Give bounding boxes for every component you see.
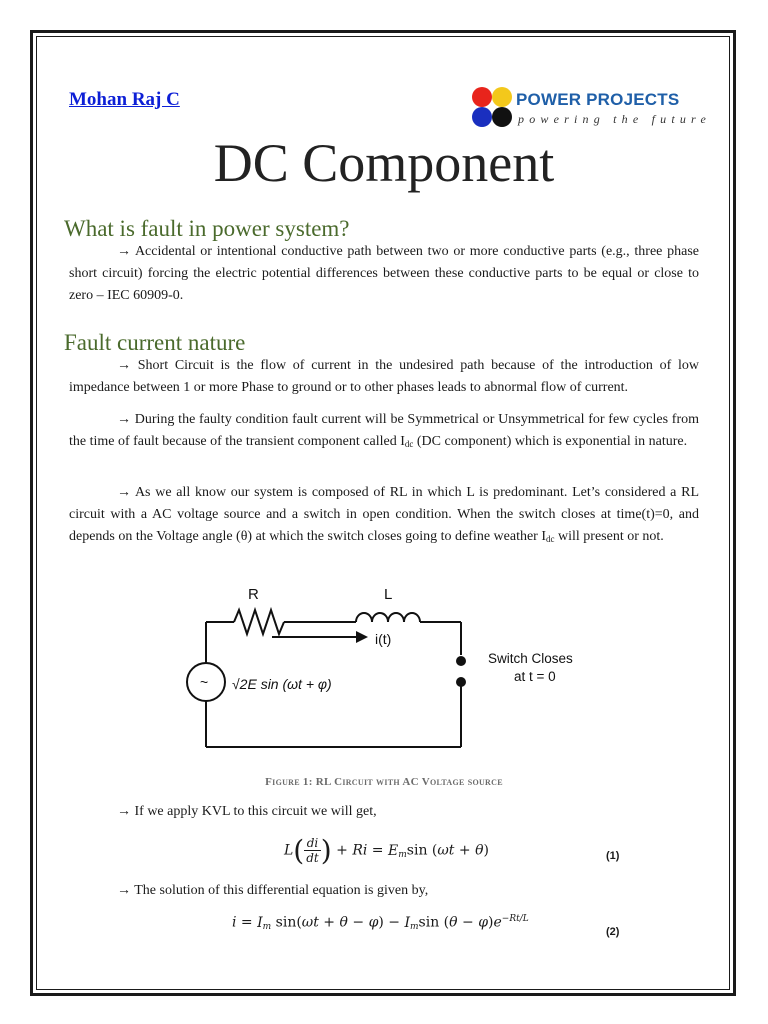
paragraph-faulty-condition-tail: (DC component) which is exponential in nature. xyxy=(413,434,688,449)
author-link[interactable]: Mohan Raj C xyxy=(69,89,180,110)
label-voltage: √2E sin (ωt + φ) xyxy=(232,676,332,692)
idc-subscript: dc xyxy=(404,439,414,449)
paragraph-rl-system-tail: will present or not. xyxy=(554,529,664,544)
paragraph-kvl-intro: → If we apply KVL to this circuit we will get, xyxy=(117,804,377,819)
brand-tagline: powering the future xyxy=(518,112,712,126)
paragraph-rl-system-text: → As we all know our system is composed of RL in which L is predominant. Let’s considered a RL circuit with a AC voltage source and a switch in open condition. When the switch closes at time(t)=0, and depends on the Voltage angle (θ) at which the switch closes going to define weather I xyxy=(69,485,699,544)
paragraph-solution-intro: → The solution of this differential equation is given by, xyxy=(117,883,429,898)
rl-circuit-figure xyxy=(176,585,596,755)
logo-dot-yellow xyxy=(492,87,512,107)
label-current: i(t) xyxy=(375,631,392,647)
logo-dot-blue xyxy=(472,107,492,127)
switch-contact-top xyxy=(456,656,466,666)
logo-dot-black xyxy=(492,107,512,127)
paragraph-rl-system xyxy=(69,482,699,548)
heading-fault-current-nature: Fault current nature xyxy=(64,330,246,355)
paragraph-fault-definition: → Accidental or intentional conductive path between two or more conductive parts (e.g., three phase short circuit) forcing the electric potential differences between these conductive parts to be equal or close to zero – IEC 60909-0. xyxy=(69,244,699,303)
label-switch-line1: Switch Closes xyxy=(488,651,573,666)
equation-2-number: (2) xyxy=(606,926,620,938)
brand-logo xyxy=(470,86,712,128)
figure-caption: Figure 1: RL Circuit with AC Voltage source xyxy=(265,776,503,788)
document-title: DC Component xyxy=(213,133,555,193)
label-L: L xyxy=(384,586,393,603)
equation-1-number: (1) xyxy=(606,850,620,862)
heading-what-is-fault: What is fault in power system? xyxy=(64,216,350,241)
paragraph-faulty-condition xyxy=(69,409,699,453)
idc-subscript-2: dc xyxy=(546,534,555,544)
equation-1: L( $\frac{di}{dt}$ ) + $Ri = E_m\sin$ (ωt + θ) xyxy=(284,834,489,867)
logo-dot-red xyxy=(472,87,492,107)
label-switch-line2: at t = 0 xyxy=(514,669,556,684)
equation-2: $i = I_m$ $\sin(\omega t + \theta - \varphi) - I_m\sin$ $(\theta - \varphi)e^{-Rt/L}$ xyxy=(232,914,529,932)
paragraph-short-circuit: → Short Circuit is the flow of current in the undesired path because of the introduction of low impedance between 1 or more Phase to ground or to other phases leads to abnormal flow of current. xyxy=(69,358,699,395)
label-R: R xyxy=(248,586,259,603)
brand-name: POWER PROJECTS xyxy=(516,90,680,109)
paragraph-faulty-condition-text: → During the faulty condition fault current will be Symmetrical or Unsymmetrical for few cycles from the time of fault because of the transient component called I xyxy=(69,412,699,449)
label-source: ~ xyxy=(200,674,209,690)
